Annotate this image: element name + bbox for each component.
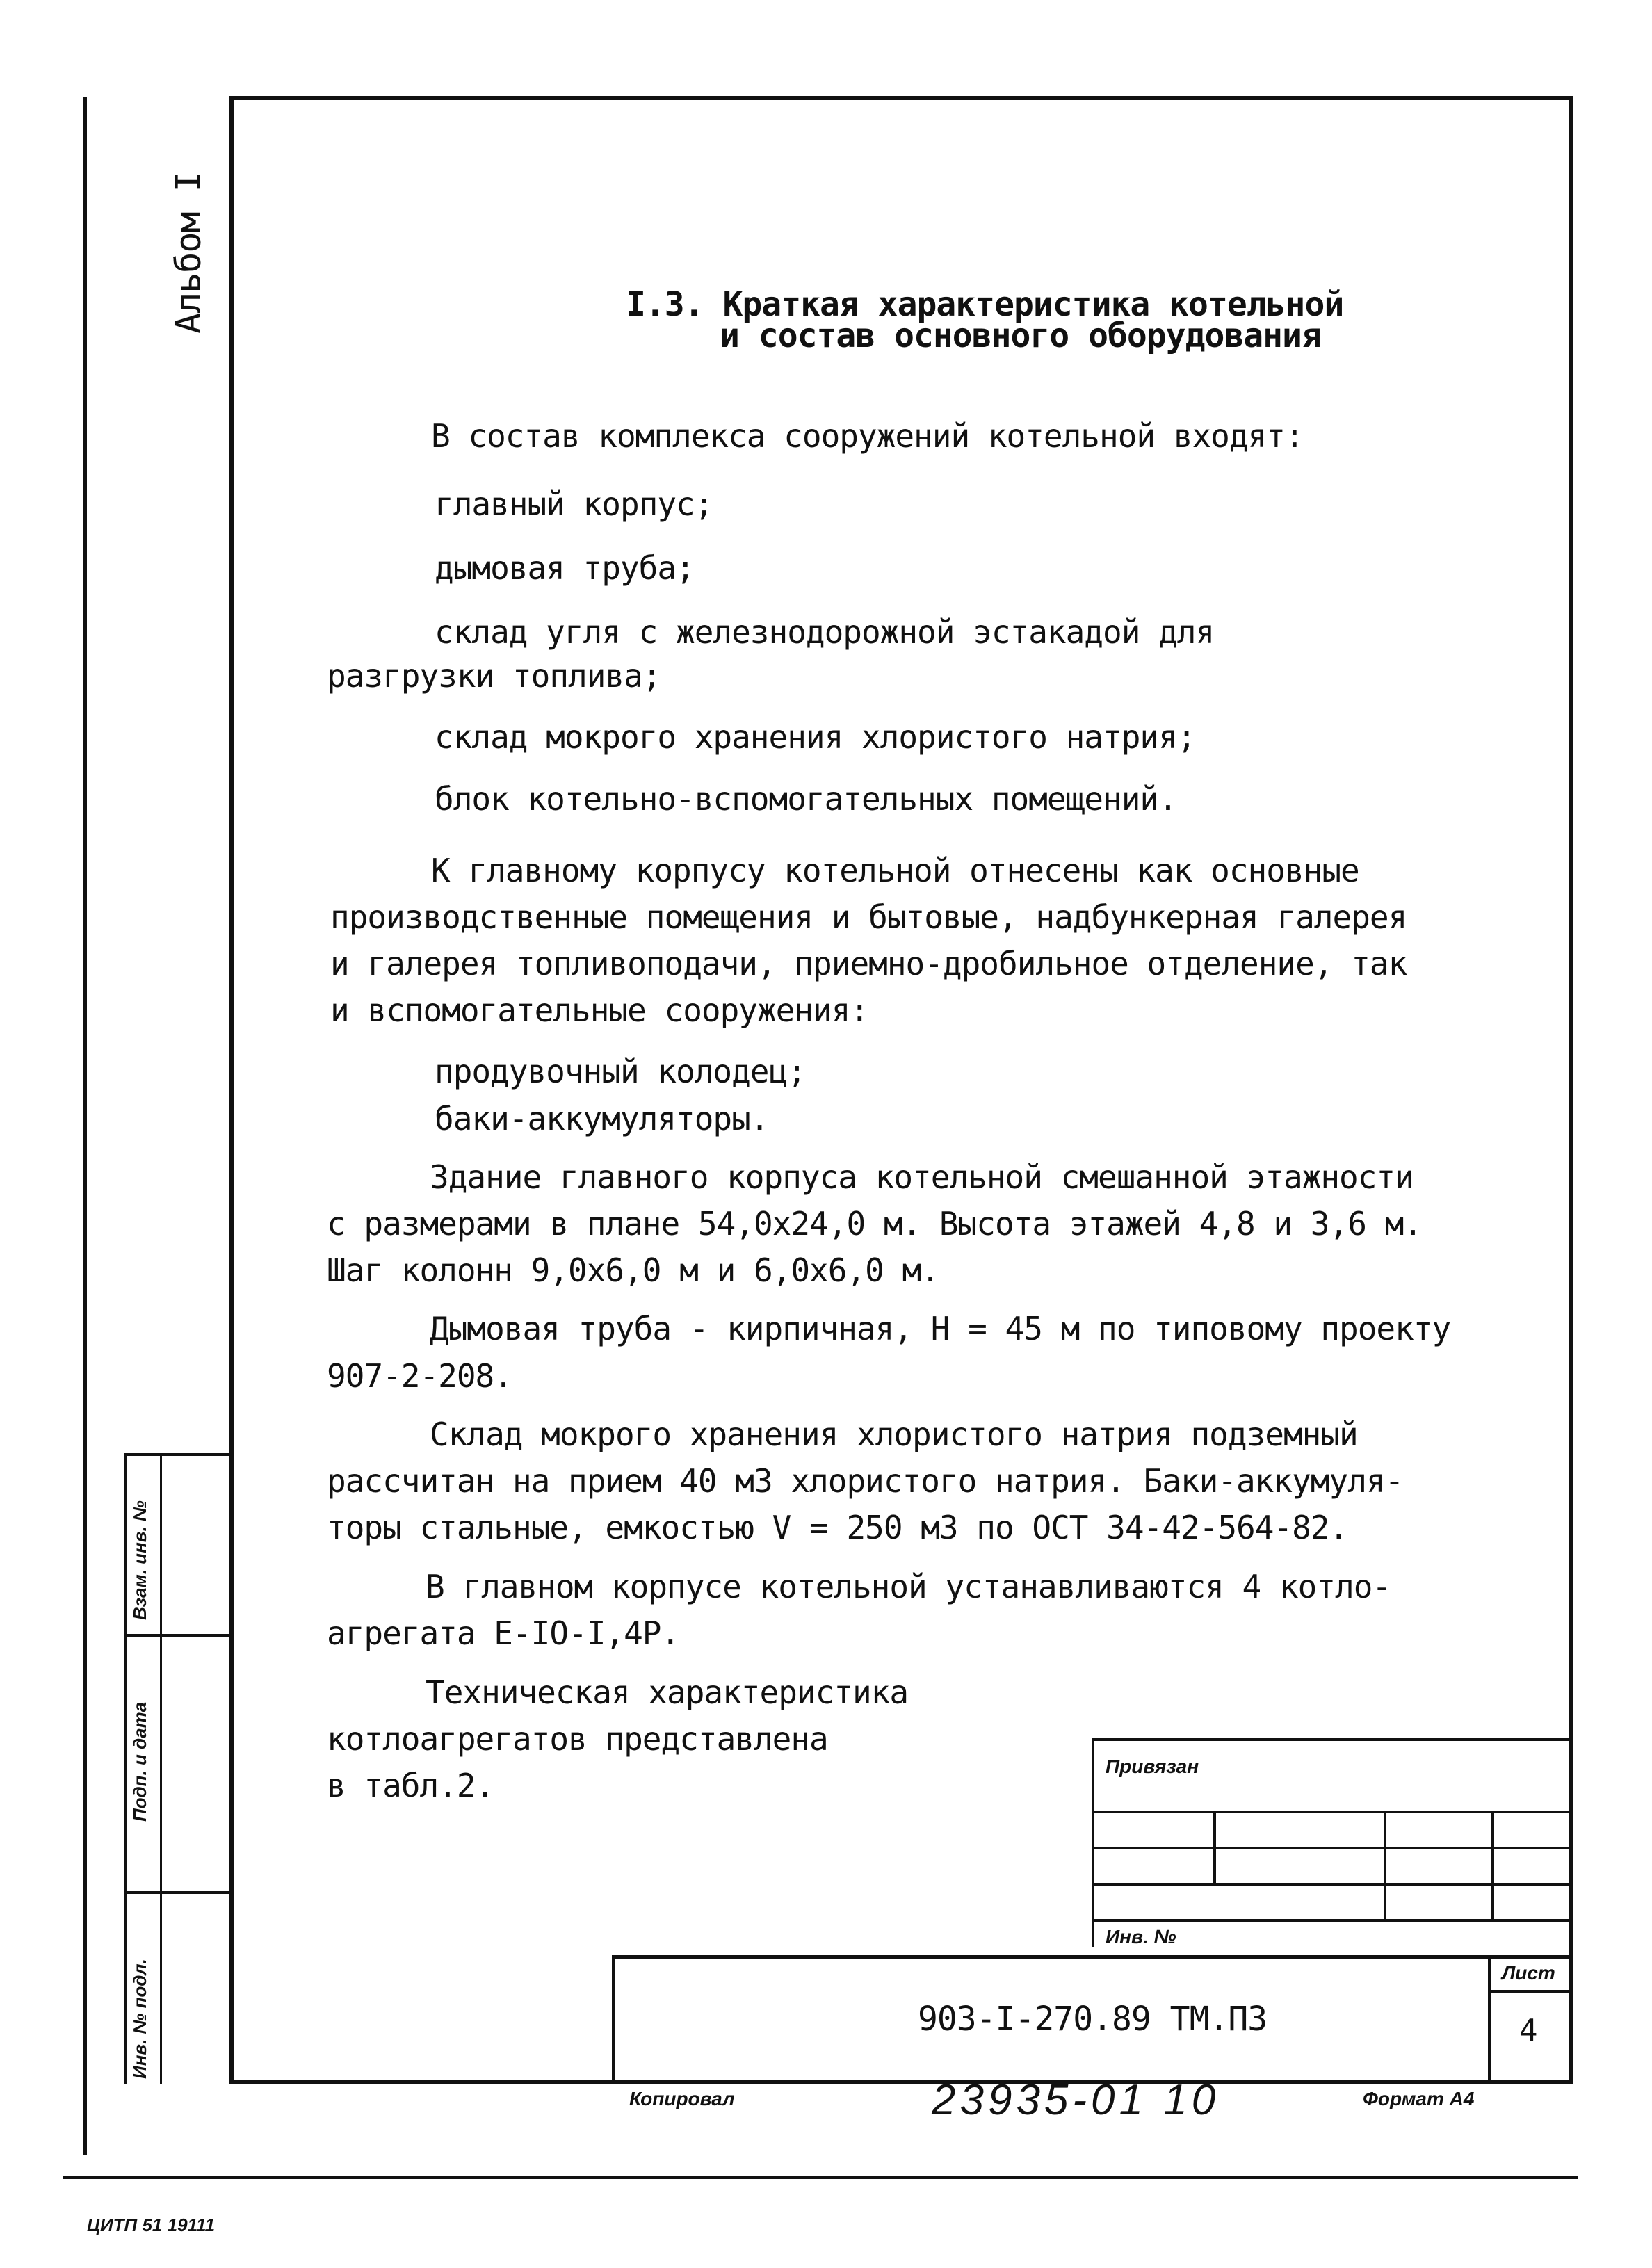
body-line: Шаг колонн 9,0х6,0 м и 6,0х6,0 м. (327, 1252, 939, 1289)
stamp-row-4 (1092, 1919, 1573, 1922)
page-bottom-line (63, 2176, 1578, 2179)
titleblock-left (612, 1955, 615, 2084)
body-line: блок котельно-вспомогательных помещений. (435, 780, 1177, 818)
outer-margin-line (83, 97, 87, 2155)
replace-inv-label: Взам. инв. № (129, 1500, 150, 1620)
side-strip-divider-2 (124, 1634, 229, 1637)
handwritten-number: 23935-01 10 (932, 2076, 1220, 2124)
stamp-applied-top (1092, 1738, 1573, 1741)
body-line: В главном корпусе котельной устанавливаются 4 котло- (426, 1568, 1391, 1605)
body-line: склад мокрого хранения хлористого натрия; (435, 718, 1196, 756)
body-line: производственные помещения и бытовые, надбункерная галерея (330, 898, 1407, 936)
body-line: В состав комплекса сооружений котельной входят: (431, 417, 1304, 455)
body-line: агрегата Е-IO-I,4Р. (327, 1614, 680, 1652)
titleblock-sheet-divider (1488, 1955, 1491, 2084)
body-line: 907-2-208. (327, 1357, 512, 1395)
stamp-col-2 (1384, 1811, 1386, 1919)
copied-label: Копировал (629, 2088, 735, 2109)
body-line: дымовая труба; (435, 549, 695, 587)
body-line: и галерея топливоподачи, приемно-дробильное отделение, так (330, 945, 1407, 982)
body-line: разгрузки топлива; (327, 657, 661, 695)
side-strip-divider-1 (124, 1453, 229, 1456)
section-heading-line2: и состав основного оборудования (720, 316, 1321, 355)
format-label: Формат А4 (1363, 2088, 1475, 2109)
body-line: Склад мокрого хранения хлористого натрия подземный (430, 1416, 1358, 1453)
print-code: ЦИТП 51 19111 (87, 2214, 216, 2235)
document-code: 903-I-270.89 ТМ.ПЗ (918, 2000, 1268, 2039)
stamp-col-1 (1213, 1811, 1216, 1883)
body-line: торы стальные, емкостью V = 250 м3 по ОСТ 34-42-564-82. (327, 1509, 1348, 1546)
body-line: К главному корпусу котельной отнесены как основные (431, 852, 1359, 889)
side-strip-left (124, 1453, 127, 2084)
sheet-label: Лист (1502, 1962, 1555, 1984)
body-line: рассчитан на прием 40 м3 хлористого натрия. Баки-аккумуля- (327, 1462, 1404, 1500)
body-line: в табл.2. (327, 1767, 494, 1804)
body-line: Дымовая труба - кирпичная, Н = 45 м по типовому проекту (430, 1310, 1451, 1347)
body-line: баки-аккумуляторы. (435, 1100, 769, 1137)
body-line: котлоагрегатов представлена (327, 1720, 828, 1758)
section-heading-line1: I.3. Краткая характеристика котельной (626, 285, 1344, 324)
side-strip-divider-3 (124, 1891, 229, 1894)
body-line: с размерами в плане 54,0х24,0 м. Высота этажей 4,8 и 3,6 м. (327, 1205, 1422, 1242)
sheet-number: 4 (1519, 2013, 1537, 2048)
stamp-row-2 (1092, 1847, 1573, 1849)
side-strip-inner (160, 1453, 162, 2084)
titleblock-top (612, 1955, 1573, 1959)
titleblock-sheet-row (1488, 1990, 1573, 1993)
body-line: склад угля с железнодорожной эстакадой для (435, 613, 1215, 651)
body-line: Здание главного корпуса котельной смешанной этажности (430, 1158, 1414, 1196)
stamp-inv-label: Инв. № (1106, 1926, 1176, 1947)
stamp-applied-left (1092, 1738, 1094, 1947)
album-label: Альбом I (168, 172, 209, 334)
body-line: главный корпус; (435, 485, 713, 523)
stamp-row-3 (1092, 1883, 1573, 1886)
stamp-col-3 (1491, 1811, 1494, 1919)
body-line: продувочный колодец; (435, 1053, 806, 1090)
body-line: и вспомогательные сооружения: (330, 991, 869, 1029)
body-line: Техническая характеристика (426, 1674, 909, 1711)
stamp-row-1 (1092, 1811, 1573, 1813)
stamp-applied-label: Привязан (1106, 1756, 1199, 1777)
inv-orig-label: Инв. № подл. (129, 1959, 150, 2079)
sign-date-label: Подп. и дата (129, 1701, 150, 1822)
